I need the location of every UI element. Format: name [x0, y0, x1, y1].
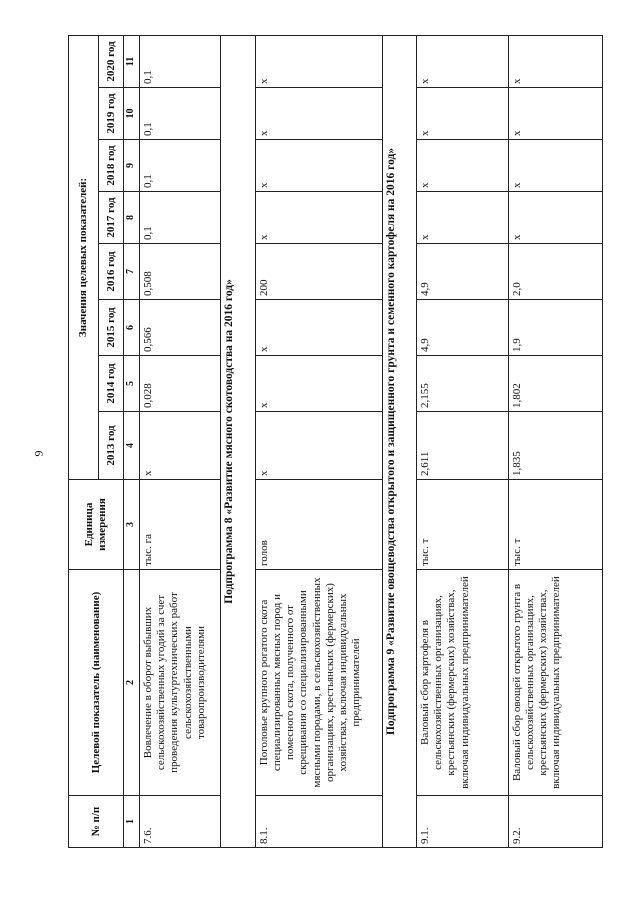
value-cell: х: [255, 300, 382, 356]
value-cell: 2,155: [417, 356, 509, 412]
value-cell: х: [255, 356, 382, 412]
unit-cell: голов: [255, 480, 382, 570]
value-cell: х: [255, 88, 382, 140]
value-cell: х: [255, 35, 382, 87]
unit-cell: тыс. т: [417, 480, 509, 570]
value-cell: 4,9: [417, 244, 509, 300]
value-cell: 0,508: [140, 244, 221, 300]
column-number: 4: [124, 412, 140, 480]
column-number: 10: [124, 88, 140, 140]
column-number: 2: [124, 570, 140, 796]
column-number: 11: [124, 35, 140, 87]
row-number: 9.1.: [417, 796, 509, 848]
header-year: 2018 год: [98, 140, 123, 192]
indicator-name: Вовлечение в оборот выбывших сельскохозяйственных угодий за счет проведения культуртехнических работ сельскохозяйственными товаропроизводителями: [140, 570, 221, 796]
unit-cell: тыс. т: [508, 480, 602, 570]
value-cell: 200: [255, 244, 382, 300]
value-cell: 0,1: [140, 35, 221, 87]
value-cell: х: [508, 88, 602, 140]
rotated-table-container: [68, 36, 603, 848]
header-year: 2014 год: [98, 356, 123, 412]
value-cell: х: [255, 140, 382, 192]
value-cell: 1,9: [508, 300, 602, 356]
value-cell: х: [255, 412, 382, 480]
value-cell: х: [255, 192, 382, 244]
value-cell: х: [417, 35, 509, 87]
row-number: 9.2.: [508, 796, 602, 848]
column-number: 9: [124, 140, 140, 192]
header-indicator: Целевой показатель (наименование): [69, 570, 124, 796]
indicator-name: Валовый сбор картофеля в сельскохозяйственных организациях, крестьянских (фермерских) хозяйствах, включая индивидуальных предпринимателей: [417, 570, 509, 796]
value-cell: х: [417, 140, 509, 192]
table-row: [255, 35, 382, 847]
header-year: 2020 год: [98, 35, 123, 87]
value-cell: 0,1: [140, 88, 221, 140]
value-cell: 0,566: [140, 300, 221, 356]
header-year: 2015 год: [98, 300, 123, 356]
header-unit: Единица измерения: [69, 480, 124, 570]
value-cell: 0,1: [140, 140, 221, 192]
column-number: 8: [124, 192, 140, 244]
value-cell: х: [417, 192, 509, 244]
value-cell: х: [508, 140, 602, 192]
header-values-group: Значения целевых показателей:: [69, 35, 99, 479]
header-year: 2017 год: [98, 192, 123, 244]
value-cell: х: [417, 88, 509, 140]
value-cell: х: [508, 35, 602, 87]
column-number: 3: [124, 480, 140, 570]
target-indicators-table: [68, 35, 603, 848]
header-num: № п/п: [69, 796, 124, 848]
value-cell: 0,1: [140, 192, 221, 244]
column-number: 5: [124, 356, 140, 412]
header-row-main: [69, 35, 99, 847]
row-number: 8.1.: [255, 796, 382, 848]
value-cell: 1,835: [508, 412, 602, 480]
subprogram-8-title: Подпрограмма 8 «Развитие мясного скотоводства на 2016 год»: [221, 35, 255, 847]
value-cell: х: [508, 192, 602, 244]
table-row: [508, 35, 602, 847]
header-year: 2016 год: [98, 244, 123, 300]
column-number: 6: [124, 300, 140, 356]
row-number: 7.6.: [140, 796, 221, 848]
value-cell: 1,802: [508, 356, 602, 412]
value-cell: х: [140, 412, 221, 480]
value-cell: 4,9: [417, 300, 509, 356]
page-number: 9: [31, 450, 46, 457]
indicator-name: Валовый сбор овощей открытого грунта в сельскохозяйственных организациях, крестьянских (фермерских) хозяйствах, включая индивидуальных предпринимателей: [508, 570, 602, 796]
table-row: [417, 35, 509, 847]
unit-cell: тыс. га: [140, 480, 221, 570]
column-number-row: [124, 35, 140, 847]
header-year: 2019 год: [98, 88, 123, 140]
indicator-name: Поголовье крупного рогатого скота специализированных мясных пород и помесного скота, полученного от скрещивания со специализированными мясными породами, в сельскохозяйственных организациях, крестьянских (фермерских) хозяйствах, включая индивидуальных предпринимателей: [255, 570, 382, 796]
subprogram-9-title: Подпрограмма 9 «Развитие овощеводства открытого и защищенного грунта и семенного картофеля на 2016 год»: [382, 35, 416, 847]
header-year: 2013 год: [98, 412, 123, 480]
value-cell: 2,0: [508, 244, 602, 300]
column-number: 1: [124, 796, 140, 848]
subprogram-row: [221, 35, 255, 847]
value-cell: 0,028: [140, 356, 221, 412]
column-number: 7: [124, 244, 140, 300]
subprogram-row: [382, 35, 416, 847]
table-row: [140, 35, 221, 847]
value-cell: 2,611: [417, 412, 509, 480]
